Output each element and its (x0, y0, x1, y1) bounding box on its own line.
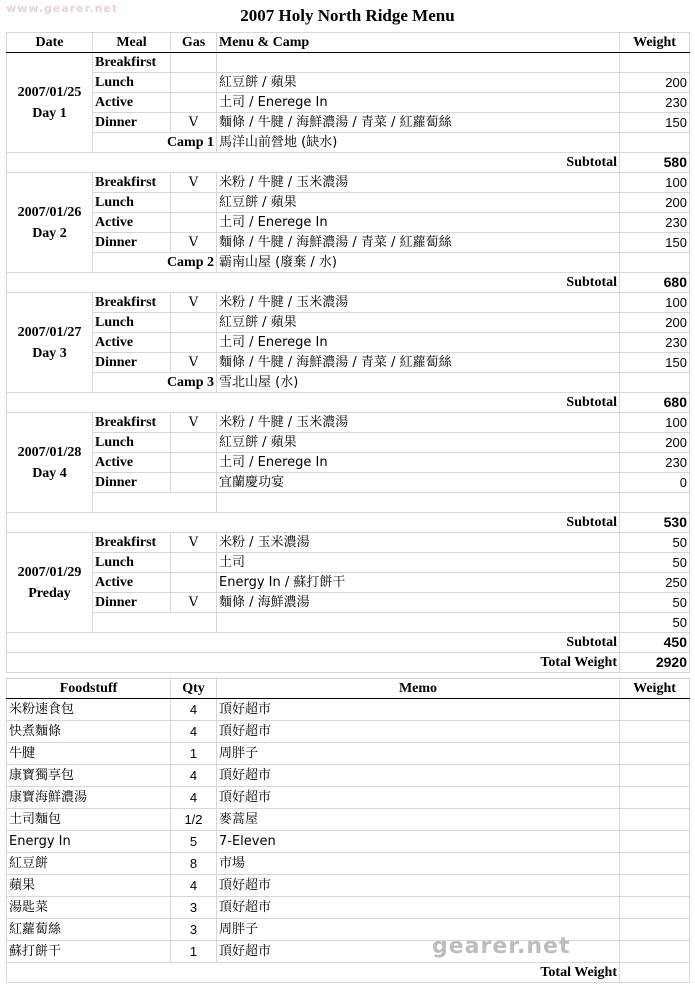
meal-name: Lunch (93, 433, 171, 453)
food-qty: 5 (171, 831, 217, 853)
gas-mark (171, 433, 217, 453)
meal-weight: 200 (620, 193, 690, 213)
total-weight-row (7, 653, 690, 673)
meal-weight: 0 (620, 473, 690, 493)
food-name: 康寶海鮮濃湯 (7, 787, 171, 809)
meal-name: Dinner (93, 473, 171, 493)
food-qty: 4 (171, 765, 217, 787)
meal-weight: 250 (620, 573, 690, 593)
meal-weight: 200 (620, 313, 690, 333)
food-row (7, 831, 690, 853)
day-label: Day 4 (32, 465, 67, 481)
camp-weight (620, 253, 690, 273)
food-memo: 周胖子 (217, 743, 620, 765)
food-total-row (7, 963, 690, 983)
foodstuff-table (6, 678, 690, 983)
gas-mark (171, 193, 217, 213)
food-memo: 頂好超市 (217, 875, 620, 897)
menu-items: 紅豆餅 / 蘋果 (217, 193, 620, 213)
menu-row (7, 533, 690, 553)
menu-row (7, 413, 690, 433)
menu-row (7, 53, 690, 73)
gas-mark: V (171, 233, 217, 253)
menu-row (7, 193, 690, 213)
meal-name: Breakfirst (93, 173, 171, 193)
food-name: 蘇打餅干 (7, 941, 171, 963)
food-qty: 1 (171, 743, 217, 765)
gas-mark: V (171, 173, 217, 193)
header-memo: Memo (217, 679, 620, 699)
camp-name: 馬洋山前營地 (缺水) (217, 133, 620, 153)
camp-name (217, 493, 620, 513)
menu-table (6, 32, 690, 673)
food-row (7, 721, 690, 743)
food-memo: 頂好超市 (217, 721, 620, 743)
food-name: 紅蘿蔔絲 (7, 919, 171, 941)
subtotal-value: 450 (620, 633, 690, 653)
food-weight (620, 787, 690, 809)
gas-mark: V (171, 113, 217, 133)
food-row (7, 919, 690, 941)
menu-row (7, 433, 690, 453)
total-weight-label: Total Weight (7, 653, 620, 673)
camp-name: 霸南山屋 (廢棄 / 水) (217, 253, 620, 273)
day-date-cell (7, 53, 93, 153)
food-qty: 1/2 (171, 809, 217, 831)
day-date-cell (7, 413, 93, 513)
food-weight (620, 765, 690, 787)
food-row (7, 897, 690, 919)
food-name: 蘋果 (7, 875, 171, 897)
header-food-weight: Weight (620, 679, 690, 699)
food-qty: 8 (171, 853, 217, 875)
meal-weight: 150 (620, 113, 690, 133)
food-weight (620, 941, 690, 963)
menu-items: 宜蘭慶功宴 (217, 473, 620, 493)
subtotal-value: 680 (620, 273, 690, 293)
menu-items: 紅豆餅 / 蘋果 (217, 433, 620, 453)
gas-mark (171, 453, 217, 473)
day-label: Day 3 (32, 345, 67, 361)
meal-name: Active (93, 333, 171, 353)
meal-name: Active (93, 213, 171, 233)
food-total-label: Total Weight (7, 963, 620, 983)
day-date: 2007/01/28 (17, 444, 82, 460)
food-qty: 3 (171, 919, 217, 941)
meal-weight: 230 (620, 333, 690, 353)
menu-row (7, 293, 690, 313)
menu-items: 麵條 / 牛腱 / 海鮮濃湯 / 青菜 / 紅蘿蔔絲 (217, 113, 620, 133)
meal-name: Lunch (93, 313, 171, 333)
site-watermark-top: www.gearer.net (6, 2, 119, 15)
menu-row (7, 313, 690, 333)
food-name: 康寶獨享包 (7, 765, 171, 787)
camp-label: Camp 2 (93, 253, 217, 273)
food-body (7, 699, 690, 983)
gas-mark (171, 553, 217, 573)
meal-name: Lunch (93, 553, 171, 573)
meal-name: Active (93, 573, 171, 593)
subtotal-value: 680 (620, 393, 690, 413)
camp-weight (620, 493, 690, 513)
gas-mark: V (171, 413, 217, 433)
meal-weight: 100 (620, 413, 690, 433)
food-weight (620, 853, 690, 875)
menu-items: Energy In / 蘇打餅干 (217, 573, 620, 593)
camp-row (7, 253, 690, 273)
menu-items: 麵條 / 牛腱 / 海鮮濃湯 / 青菜 / 紅蘿蔔絲 (217, 353, 620, 373)
menu-items: 紅豆餅 / 蘋果 (217, 73, 620, 93)
camp-row (7, 373, 690, 393)
food-name: 快煮麵條 (7, 721, 171, 743)
day-label: Preday (28, 585, 71, 601)
food-row (7, 941, 690, 963)
food-qty: 4 (171, 721, 217, 743)
food-name: 紅豆餅 (7, 853, 171, 875)
menu-items: 土司 / Enerege In (217, 93, 620, 113)
food-name: 土司麵包 (7, 809, 171, 831)
subtotal-row (7, 513, 690, 533)
gas-mark: V (171, 353, 217, 373)
food-qty: 4 (171, 875, 217, 897)
menu-row (7, 453, 690, 473)
meal-name: Dinner (93, 593, 171, 613)
menu-body (7, 53, 690, 673)
menu-row (7, 73, 690, 93)
menu-items: 米粉 / 牛腱 / 玉米濃湯 (217, 293, 620, 313)
menu-items: 土司 / Enerege In (217, 453, 620, 473)
subtotal-row (7, 393, 690, 413)
menu-items: 米粉 / 牛腱 / 玉米濃湯 (217, 413, 620, 433)
subtotal-value: 530 (620, 513, 690, 533)
food-qty: 1 (171, 941, 217, 963)
food-weight (620, 831, 690, 853)
meal-name: Breakfirst (93, 53, 171, 73)
header-qty: Qty (171, 679, 217, 699)
subtotal-value: 580 (620, 153, 690, 173)
menu-items: 米粉 / 玉米濃湯 (217, 533, 620, 553)
meal-weight: 50 (620, 533, 690, 553)
menu-items: 土司 / Enerege In (217, 333, 620, 353)
food-memo: 頂好超市 (217, 787, 620, 809)
header-meal: Meal (93, 33, 171, 53)
food-memo: 頂好超市 (217, 941, 620, 963)
menu-row (7, 593, 690, 613)
meal-weight: 200 (620, 73, 690, 93)
camp-row (7, 493, 690, 513)
meal-name: Dinner (93, 233, 171, 253)
meal-name: Breakfirst (93, 293, 171, 313)
food-memo: 7-Eleven (217, 831, 620, 853)
gas-mark (171, 53, 217, 73)
food-row (7, 699, 690, 721)
subtotal-row (7, 633, 690, 653)
menu-items (217, 53, 620, 73)
day-date: 2007/01/27 (17, 324, 82, 340)
menu-row (7, 113, 690, 133)
meal-name: Dinner (93, 353, 171, 373)
meal-weight: 150 (620, 233, 690, 253)
day-date-cell (7, 293, 93, 393)
camp-weight: 50 (620, 613, 690, 633)
food-qty: 4 (171, 699, 217, 721)
meal-weight (620, 53, 690, 73)
subtotal-row (7, 153, 690, 173)
food-memo: 市場 (217, 853, 620, 875)
meal-weight: 50 (620, 553, 690, 573)
total-weight-value: 2920 (620, 653, 690, 673)
food-name: 米粉速食包 (7, 699, 171, 721)
food-weight (620, 743, 690, 765)
food-memo: 頂好超市 (217, 765, 620, 787)
food-total-value (620, 963, 690, 983)
menu-row (7, 553, 690, 573)
food-weight (620, 919, 690, 941)
food-weight (620, 875, 690, 897)
gas-mark: V (171, 593, 217, 613)
meal-weight: 100 (620, 293, 690, 313)
day-date: 2007/01/25 (17, 84, 82, 100)
meal-weight: 100 (620, 173, 690, 193)
header-menu-camp: Menu & Camp (217, 33, 620, 53)
meal-weight: 230 (620, 453, 690, 473)
page-title: 2007 Holy North Ridge Menu (240, 6, 455, 25)
site-watermark-bottom: gearer.net (432, 934, 571, 959)
food-name: 湯匙菜 (7, 897, 171, 919)
gas-mark (171, 573, 217, 593)
meal-name: Breakfirst (93, 533, 171, 553)
food-row (7, 853, 690, 875)
gas-mark: V (171, 293, 217, 313)
food-name: 牛腱 (7, 743, 171, 765)
menu-items: 麵條 / 牛腱 / 海鮮濃湯 / 青菜 / 紅蘿蔔絲 (217, 233, 620, 253)
day-label: Day 2 (32, 225, 67, 241)
camp-label (93, 493, 217, 513)
meal-name: Lunch (93, 193, 171, 213)
menu-header-row (7, 33, 690, 53)
meal-weight: 230 (620, 213, 690, 233)
gas-mark: V (171, 533, 217, 553)
gas-mark (171, 213, 217, 233)
gas-mark (171, 473, 217, 493)
menu-row (7, 213, 690, 233)
menu-items: 土司 / Enerege In (217, 213, 620, 233)
menu-row (7, 573, 690, 593)
meal-name: Active (93, 93, 171, 113)
menu-row (7, 233, 690, 253)
meal-weight: 150 (620, 353, 690, 373)
food-qty: 3 (171, 897, 217, 919)
food-qty: 4 (171, 787, 217, 809)
day-date-cell (7, 173, 93, 273)
camp-row (7, 613, 690, 633)
subtotal-row (7, 273, 690, 293)
food-memo: 周胖子 (217, 919, 620, 941)
food-memo: 頂好超市 (217, 897, 620, 919)
food-weight (620, 809, 690, 831)
camp-weight (620, 133, 690, 153)
gas-mark (171, 73, 217, 93)
camp-label (93, 613, 217, 633)
header-foodstuff: Foodstuff (7, 679, 171, 699)
food-memo: 頂好超市 (217, 699, 620, 721)
menu-items: 米粉 / 牛腱 / 玉米濃湯 (217, 173, 620, 193)
subtotal-label: Subtotal (7, 153, 620, 173)
food-header-row (7, 679, 690, 699)
food-row (7, 787, 690, 809)
menu-items: 紅豆餅 / 蘋果 (217, 313, 620, 333)
meal-name: Breakfirst (93, 413, 171, 433)
camp-name: 雪北山屋 (水) (217, 373, 620, 393)
meal-weight: 50 (620, 593, 690, 613)
food-weight (620, 897, 690, 919)
header-date: Date (7, 33, 93, 53)
header-gas: Gas (171, 33, 217, 53)
food-weight (620, 721, 690, 743)
food-weight (620, 699, 690, 721)
subtotal-label: Subtotal (7, 633, 620, 653)
gas-mark (171, 93, 217, 113)
menu-row (7, 473, 690, 493)
food-memo: 麥蒿屋 (217, 809, 620, 831)
subtotal-label: Subtotal (7, 513, 620, 533)
food-row (7, 765, 690, 787)
camp-label: Camp 3 (93, 373, 217, 393)
meal-name: Active (93, 453, 171, 473)
meal-weight: 200 (620, 433, 690, 453)
day-date: 2007/01/26 (17, 204, 82, 220)
meal-name: Lunch (93, 73, 171, 93)
food-name: Energy In (7, 831, 171, 853)
subtotal-label: Subtotal (7, 273, 620, 293)
day-date: 2007/01/29 (17, 564, 82, 580)
food-row (7, 743, 690, 765)
subtotal-label: Subtotal (7, 393, 620, 413)
menu-items: 土司 (217, 553, 620, 573)
meal-name: Dinner (93, 113, 171, 133)
header-weight: Weight (620, 33, 690, 53)
gas-mark (171, 313, 217, 333)
menu-row (7, 353, 690, 373)
menu-items: 麵條 / 海鮮濃湯 (217, 593, 620, 613)
camp-row (7, 133, 690, 153)
camp-name (217, 613, 620, 633)
day-date-cell (7, 533, 93, 633)
menu-row (7, 93, 690, 113)
menu-row (7, 333, 690, 353)
day-label: Day 1 (32, 105, 67, 121)
menu-row (7, 173, 690, 193)
food-row (7, 875, 690, 897)
meal-weight: 230 (620, 93, 690, 113)
camp-label: Camp 1 (93, 133, 217, 153)
camp-weight (620, 373, 690, 393)
food-row (7, 809, 690, 831)
gas-mark (171, 333, 217, 353)
